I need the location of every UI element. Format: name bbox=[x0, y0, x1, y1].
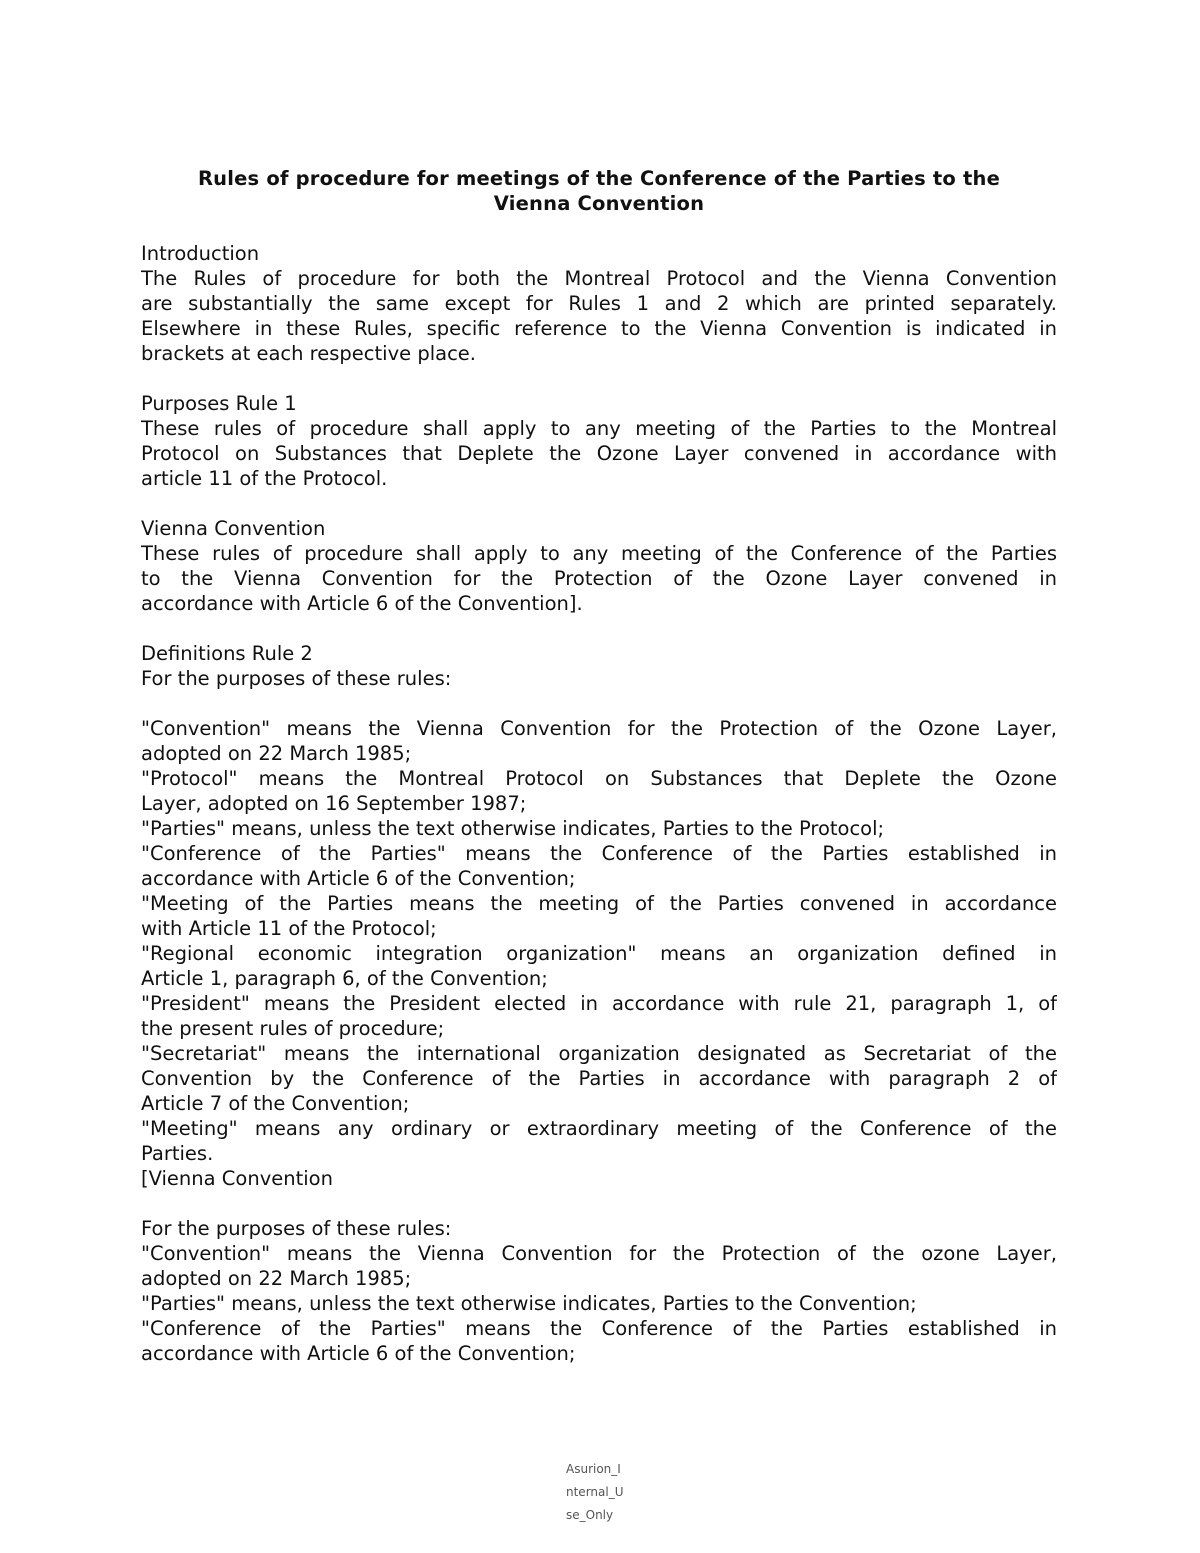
body-line: "Parties" means, unless the text otherwise indicates, Parties to the Protocol; bbox=[141, 817, 885, 840]
document-title-line-2: Vienna Convention bbox=[493, 192, 705, 215]
body-line: For the purposes of these rules: bbox=[141, 1217, 452, 1240]
body-line: [Vienna Convention bbox=[141, 1167, 333, 1190]
body-line: adopted on 22 March 1985; bbox=[141, 1267, 412, 1290]
body-line: These rules of procedure shall apply to any meeting of the Conference of the Parties bbox=[141, 542, 1057, 565]
body-line: "Parties" means, unless the text otherwise indicates, Parties to the Convention; bbox=[141, 1292, 917, 1315]
blank-line bbox=[141, 691, 1057, 716]
blank-line bbox=[141, 491, 1057, 516]
body-line: Vienna Convention bbox=[141, 517, 326, 540]
document-body bbox=[141, 241, 1057, 1366]
body-line: "Conference of the Parties" means the Conference of the Parties established in bbox=[141, 842, 1057, 865]
body-line: "Convention" means the Vienna Convention for the Protection of the ozone Layer, bbox=[141, 1242, 1057, 1265]
body-line: to the Vienna Convention for the Protection of the Ozone Layer convened in bbox=[141, 567, 1057, 590]
blank-line bbox=[141, 1191, 1057, 1216]
body-line: For the purposes of these rules: bbox=[141, 667, 452, 690]
body-line: The Rules of procedure for both the Montreal Protocol and the Vienna Convention bbox=[141, 267, 1057, 290]
footer-line-3: se_Only bbox=[566, 1508, 614, 1522]
body-line: These rules of procedure shall apply to any meeting of the Parties to the Montreal bbox=[141, 417, 1057, 440]
body-line: "President" means the President elected in accordance with rule 21, paragraph 1, of bbox=[141, 992, 1057, 1015]
document-title-line-1: Rules of procedure for meetings of the Conference of the Parties to the bbox=[197, 167, 1001, 190]
body-line: brackets at each respective place. bbox=[141, 342, 476, 365]
body-line: Convention by the Conference of the Parties in accordance with paragraph 2 of bbox=[141, 1067, 1057, 1090]
body-line: Article 1, paragraph 6, of the Convention; bbox=[141, 967, 548, 990]
body-line: "Secretariat" means the international organization designated as Secretariat of the bbox=[141, 1042, 1057, 1065]
classification-footer bbox=[566, 1458, 646, 1527]
footer-line-1: Asurion_I bbox=[566, 1462, 621, 1476]
body-line: accordance with Article 6 of the Convention]. bbox=[141, 592, 583, 615]
blank-line bbox=[141, 616, 1057, 641]
document-title bbox=[141, 166, 1057, 216]
body-line: "Regional economic integration organization" means an organization defined in bbox=[141, 942, 1057, 965]
blank-line bbox=[141, 366, 1057, 391]
body-line: "Meeting" means any ordinary or extraordinary meeting of the Conference of the bbox=[141, 1117, 1057, 1140]
document-page bbox=[141, 166, 1057, 1366]
body-line: Elsewhere in these Rules, specific reference to the Vienna Convention is indicated in bbox=[141, 317, 1057, 340]
body-line: Parties. bbox=[141, 1142, 214, 1165]
body-line: article 11 of the Protocol. bbox=[141, 467, 388, 490]
body-line: with Article 11 of the Protocol; bbox=[141, 917, 437, 940]
body-line: accordance with Article 6 of the Convention; bbox=[141, 867, 576, 890]
body-line: the present rules of procedure; bbox=[141, 1017, 445, 1040]
body-line: Article 7 of the Convention; bbox=[141, 1092, 410, 1115]
body-line: "Convention" means the Vienna Convention for the Protection of the Ozone Layer, bbox=[141, 717, 1057, 740]
body-line: are substantially the same except for Rules 1 and 2 which are printed separately. bbox=[141, 292, 1057, 315]
body-line: accordance with Article 6 of the Convention; bbox=[141, 1342, 576, 1365]
body-line: Layer, adopted on 16 September 1987; bbox=[141, 792, 527, 815]
body-line: Protocol on Substances that Deplete the Ozone Layer convened in accordance with bbox=[141, 442, 1057, 465]
body-line: Purposes Rule 1 bbox=[141, 392, 297, 415]
body-line: Introduction bbox=[141, 242, 260, 265]
body-line: "Protocol" means the Montreal Protocol on Substances that Deplete the Ozone bbox=[141, 767, 1057, 790]
body-line: adopted on 22 March 1985; bbox=[141, 742, 412, 765]
body-line: "Conference of the Parties" means the Conference of the Parties established in bbox=[141, 1317, 1057, 1340]
footer-line-2: nternal_U bbox=[566, 1485, 624, 1499]
body-line: Definitions Rule 2 bbox=[141, 642, 313, 665]
body-line: "Meeting of the Parties means the meeting of the Parties convened in accordance bbox=[141, 892, 1057, 915]
